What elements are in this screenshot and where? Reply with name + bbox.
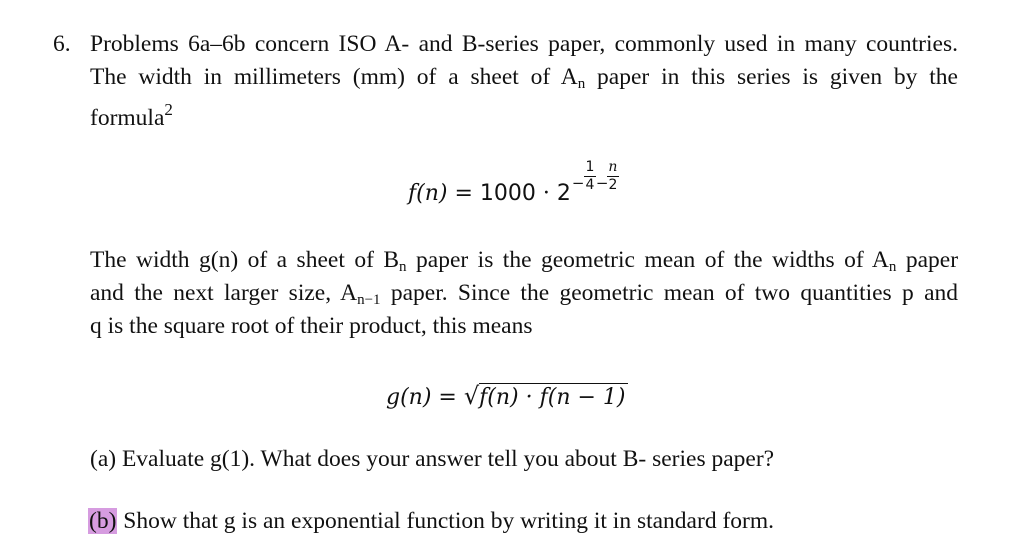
formula-f-exponent [571,159,619,200]
exp-frac-2 [606,160,620,192]
exp-minus-2: − [595,174,609,192]
intro-line-1: Problems 6a–6b concern ISO A- and B-series paper, commonly used in many countries. [90,31,958,57]
para2-line-2-b: paper. Since the geometric mean of two quantities p and [380,280,958,306]
formula-f [408,159,619,206]
formula-f-dot: · [542,181,550,206]
exp-frac-1 [583,160,597,192]
intro-line-2-text-a: The width in millimeters (mm) of a sheet of A [90,64,578,90]
para2-line-2 [90,282,958,306]
part-b-text: Show that g is an exponential function by writing it in standard form. [117,508,774,534]
subscript-n: n [577,76,586,92]
subscript-n-a: n [888,259,897,275]
intro-line-2-text-b: paper in this series is given by the [585,64,958,90]
exp-minus-1: − [571,174,585,192]
sqrt-overbar [479,383,627,384]
intro-line-3 [90,100,173,131]
para2-line-2-a: and the next larger size, A [90,280,358,306]
subscript-n-minus-1: n−1 [357,292,381,308]
para2-line-1-b: paper is the geometric mean of the widths of A [406,247,889,273]
para2-line-1 [90,249,958,273]
exp-frac-2-den: 2 [608,177,618,193]
problem-number: 6. [53,31,71,57]
formula-g-eq: = [438,385,457,410]
footnote-mark: 2 [164,100,173,119]
formula-g [386,384,626,409]
formula-f-base: 2 [556,181,571,206]
exp-frac-1-den: 4 [585,177,595,193]
formula-g-lhs: g(n) [386,385,432,410]
intro-line-3-text: formula [90,105,165,131]
para2-line-3: q is the square root of their product, this means [90,313,533,339]
sqrt-radicand [479,387,625,409]
part-a: (a) Evaluate g(1). What does your answer tell you about B- series paper? [90,446,775,472]
para2-line-1-c: paper [896,247,959,273]
exp-frac-1-num: 1 [585,159,595,175]
exp-frac-2-num: n [608,159,618,175]
sqrt-sign: √ [463,382,480,410]
formula-f-lhs: f(n) [408,181,448,206]
part-b [88,510,774,534]
intro-line-2 [90,66,958,90]
para2-line-1-a: The width g(n) of a sheet of B [90,247,400,273]
formula-g-radicand: f(n) · f(n − 1) [479,385,626,410]
formula-f-const: 1000 [479,181,536,206]
part-b-label-highlighted: (b) [89,508,117,534]
formula-f-eq: = [454,181,473,206]
subscript-n-b: n [399,259,407,275]
